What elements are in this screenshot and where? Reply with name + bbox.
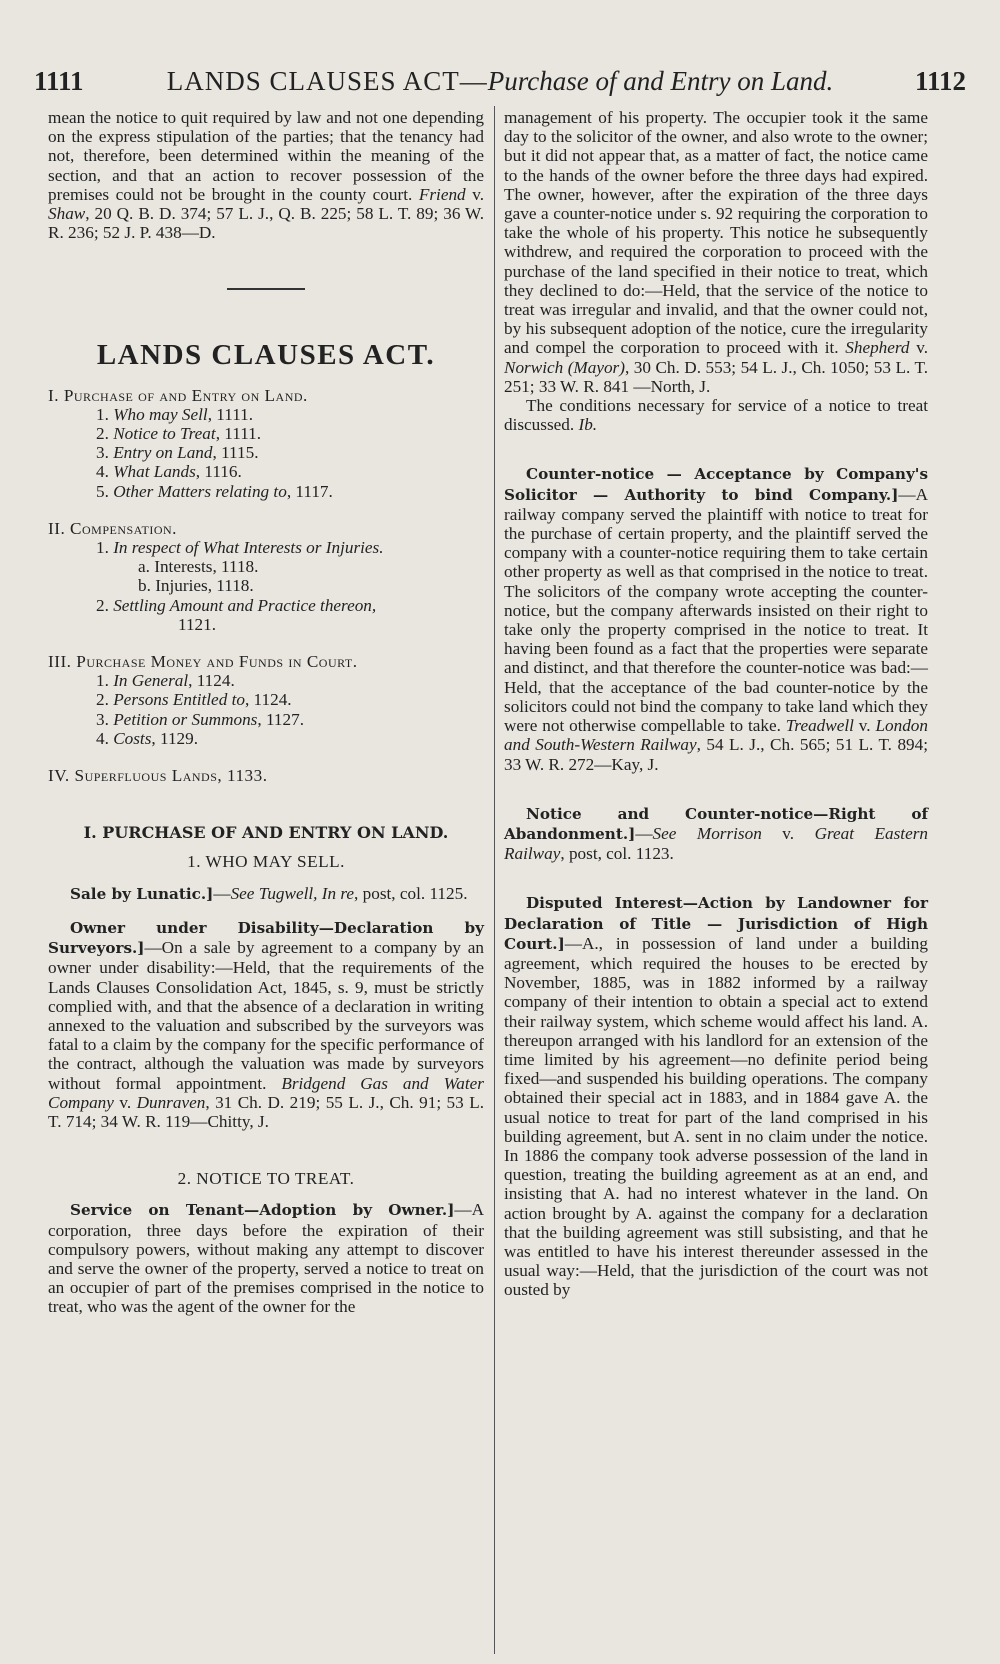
section-heading: I. PURCHASE OF AND ENTRY ON LAND. (83, 823, 449, 843)
toc-item-page: 1121. (178, 614, 217, 634)
case-name: Dunraven (136, 1092, 206, 1112)
left-column-number: 1111 (34, 66, 84, 96)
subsection-heading: 1. WHO MAY SELL. (187, 852, 345, 872)
left-column (48, 108, 484, 1317)
friend-case-paragraph (48, 108, 484, 242)
friend-case-text: mean the notice to quit required by law and not one depending on the express stipulation of the parties; that the tenancy had not, therefore, been determined within the meaning of the section, and that an action to recover possession of the premises could not be brought in the county court. (48, 108, 484, 204)
toc-item: 2. Settling Amount and Practice thereon, (96, 595, 377, 615)
case-name: Norwich (Mayor) (504, 357, 625, 377)
case-name: Shepherd (845, 338, 910, 358)
paragraph-heading: Disputed Interest—Action by Landowner for Declaration of Title — Jurisdiction of High Court.] (504, 894, 928, 953)
running-title-sub: Purchase of and Entry on Land. (487, 66, 834, 96)
paragraph-heading: Owner under Disability—Declaration by Surveyors.] (48, 918, 484, 958)
toc-item: 1. In General, 1124. (96, 671, 235, 691)
service-tenant-paragraph: Service on Tenant—Adoption by Owner.]—A corporation, three days before the expiration of their compulsory powers, without making any attempt to discover and serve the owner of the property, served a notice to treat on an occupier of part of the premises comprised in the notice to treat, who was the agent of the owner for the (48, 1200, 484, 1317)
case-name: Bridgend Gas and Water Company (48, 1073, 484, 1112)
cross-reference: See Morrison (652, 823, 762, 843)
running-title-main: LANDS CLAUSES ACT— (166, 66, 488, 96)
toc-part-ii: II. Compensation. (48, 518, 177, 538)
toc-part-iv: IV. Superfluous Lands, 1133. (48, 766, 268, 786)
toc-subitem: b. Injuries, 1118. (138, 576, 254, 596)
abandonment-paragraph: Notice and Counter-notice—Right of Abandonment.]—See Morrison v. Great Eastern Railway, post, col. 1123. (504, 804, 928, 864)
toc-item: 5. Other Matters relating to, 1117. (96, 481, 333, 501)
disputed-interest-paragraph: Disputed Interest—Action by Landowner for Declaration of Title — Jurisdiction of High Court.]—A., in possession of land under a building agreement, which required the houses to be erected by November, 1885, was in 1882 informed by a railway company of their intention to obtain a special act to extend their railway system, which scheme would affect his land. A. thereupon arranged with his landlord for an extension of the time limited by his agreement—no definite period being fixed—and suspended his building operations. The company obtained their special act in 1883, and in 1884 gave A. the usual notice to treat for part of the land comprised in his building agreement, but A. sent in no claim under the notice. In 1886 the company took adverse possession of the land in question, treating the building agreement as at an end, and insisting that A. had no interest whatever in the land. On action brought by A. against the company for a declaration that the building agreement was still subsisting, and that he was entitled to have his interest thereunder assessed in the usual way:—Held, that the jurisdiction of the court was not ousted by (504, 894, 928, 1300)
conditions-paragraph: The conditions necessary for service of a notice to treat discussed. Ib. (504, 396, 928, 435)
table-of-contents (48, 386, 484, 786)
toc-item: 1. Who may Sell, 1111. (96, 404, 254, 424)
case-citation: , 31 Ch. D. 219; 55 L. J., Ch. 91; 53 L. T. 714; 34 W. R. 119—Chitty, J. (48, 1092, 484, 1131)
owner-disability-paragraph: Owner under Disability—Declaration by Surveyors.]—On a sale by agreement to a company by an owner under disability:—Held, that the requirements of the Lands Clauses Consolidation Act, 1845, s. 9, must be strictly complied with, and that the absence of a declaration in writing annexed to the valuation and subscribed by the surveyors was fatal to a claim by the company for the specific performance of the contract, although the valuation was made by surveyors without formal appointment. Bridgend Gas and Water Company v. Dunraven, 31 Ch. D. 219; 55 L. J., Ch. 91; 53 L. T. 714; 34 W. R. 119—Chitty, J. (48, 918, 484, 1131)
toc-part-iii: III. Purchase Money and Funds in Court. (48, 652, 358, 672)
toc-item: 2. Persons Entitled to, 1124. (96, 690, 292, 710)
case-citation: , 30 Ch. D. 553; 54 L. J., Ch. 1050; 53 L. T. 251; 33 W. R. 841 —North, J. (504, 357, 928, 396)
case-versus: v. (465, 184, 484, 204)
toc-subitem: a. Interests, 1118. (138, 557, 259, 577)
toc-item: 4. Costs, 1129. (96, 728, 199, 748)
toc-part-i: I. Purchase of and Entry on Land. (48, 385, 308, 405)
running-title (167, 66, 834, 97)
section-rule (227, 288, 305, 290)
paragraph-heading: Sale by Lunatic.] (70, 884, 214, 903)
toc-item: 3. Petition or Summons, 1127. (96, 709, 305, 729)
column-divider (494, 106, 495, 1654)
toc-item: 1. In respect of What Interests or Injuries. (96, 538, 384, 558)
lunatic-paragraph: Sale by Lunatic.]—See Tugwell, In re, post, col. 1125. (70, 883, 468, 903)
case-citation: , 54 L. J., Ch. 565; 51 L. T. 894; 33 W. R. 272—Kay, J. (504, 735, 928, 774)
running-header (34, 66, 966, 100)
case-citation: , 20 Q. B. D. 374; 57 L. J., Q. B. 225; 58 L. T. 89; 36 W. R. 236; 52 J. P. 438—D. (48, 204, 484, 243)
toc-item: 3. Entry on Land, 1115. (96, 443, 259, 463)
subsection-heading: 2. NOTICE TO TREAT. (177, 1169, 355, 1189)
counter-notice-paragraph: Counter-notice — Acceptance by Company's Solicitor — Authority to bind Company.]—A railway company served the plaintiff with notice to treat for the purchase of certain property, and the plaintiff served the company with a counter-notice requiring them to take certain other property as well as that comprised in the notice to treat. The solicitors of the company wrote accepting the counter-notice, but the company afterwards insisted on their right to take only the property comprised in the notice to treat. It having been found as a fact that the properties were separate and distinct, and that therefore the counter-notice was bad:—Held, that the acceptance of the bad counter-notice by the solicitors could not bind the company to take land which they were not otherwise compellable to take. Treadwell v. London and South-Western Railway, 54 L. J., Ch. 565; 51 L. T. 894; 33 W. R. 272—Kay, J. (504, 465, 928, 774)
case-name: Treadwell (785, 716, 854, 736)
toc-item: 4. What Lands, 1116. (96, 462, 242, 482)
paragraph-heading: Service on Tenant—Adoption by Owner.] (70, 1201, 455, 1220)
continued-paragraph: management of his property. The occupier took it the same day to the solicitor of the owner, and also wrote to the owner; but it did not appear that, as a matter of fact, the notice came to the hands of the owner before the three days had expired. The owner, however, after the expiration of the three days gave a counter-notice under s. 92 requiring the corporation to take the whole of his property. This notice he subsequently withdrew, and required the corporation to proceed with the purchase of the land specified in their notice to treat, which they declined to do:—Held, that the service of the notice to treat was irregular and invalid, and that the owner could not, by his subsequent adoption of the notice, cure the irregularity and compel the corporation to proceed with it. Shepherd v. Norwich (Mayor), 30 Ch. D. 553; 54 L. J., Ch. 1050; 53 L. T. 251; 33 W. R. 841 —North, J. (504, 108, 928, 396)
cross-reference: See Tugwell, In re (230, 883, 355, 903)
case-name: London and South-Western Railway (504, 716, 928, 755)
case-name: Great Eastern Railway (504, 823, 928, 864)
right-column-number: 1112 (914, 66, 966, 96)
toc-item: 2. Notice to Treat, 1111. (96, 424, 262, 444)
paragraph-heading: Notice and Counter-notice—Right of Abandonment.] (504, 804, 928, 843)
case-name: Friend (418, 184, 466, 204)
case-name: Shaw (48, 204, 86, 224)
main-title: LANDS CLAUSES ACT. (96, 339, 436, 372)
ibid: Ib. (578, 415, 598, 435)
paragraph-heading: Counter-notice — Acceptance by Company's Solicitor — Authority to bind Company.] (504, 465, 928, 504)
right-column (504, 108, 928, 1300)
